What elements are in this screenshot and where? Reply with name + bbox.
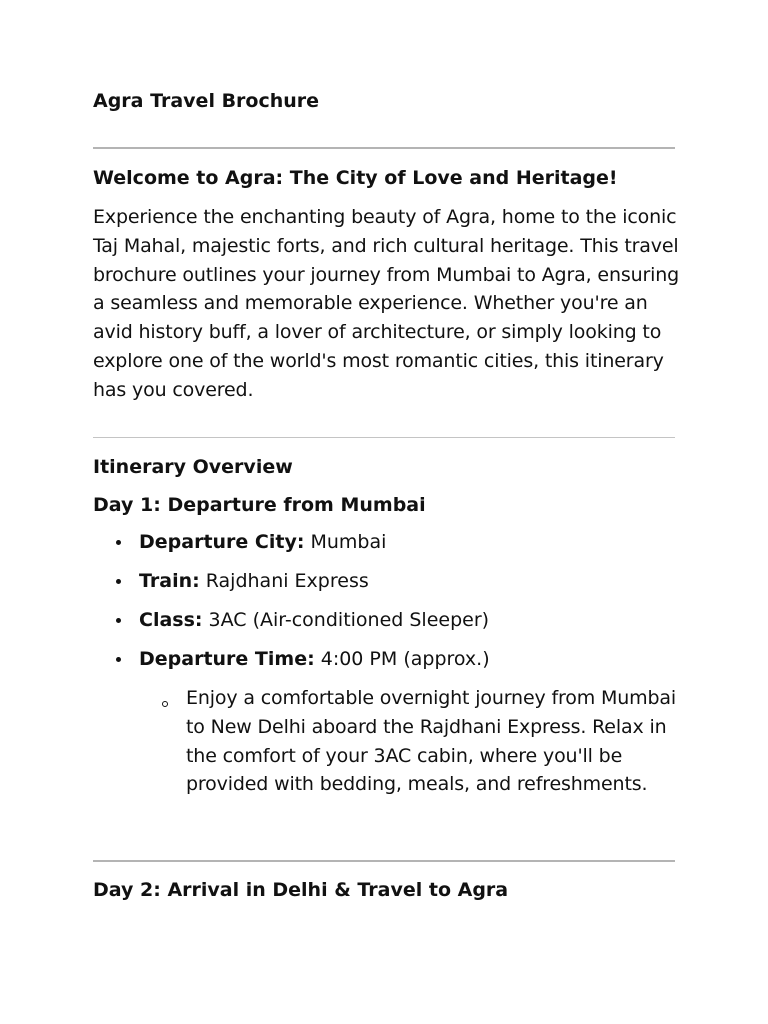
day2-heading: Day 2: Arrival in Delhi & Travel to Agra (93, 879, 509, 901)
section-divider (93, 860, 675, 862)
itinerary-overview-heading: Itinerary Overview (93, 456, 293, 478)
day1-heading: Day 1: Departure from Mumbai (93, 494, 426, 516)
item-label: Class: (139, 609, 203, 631)
item-value: 3AC (Air-conditioned Sleeper) (202, 609, 490, 631)
item-value: 4:00 PM (approx.) (314, 648, 490, 670)
section-divider (93, 437, 675, 438)
item-label: Departure City: (139, 531, 305, 553)
bullet-dot-icon (116, 540, 121, 545)
bullet-dot-icon (116, 657, 121, 662)
welcome-heading: Welcome to Agra: The City of Love and Heritage! (93, 167, 618, 189)
intro-paragraph: Experience the enchanting beauty of Agra, home to the iconic Taj Mahal, majestic forts, and rich cultural heritage. This travel brochure outlines your journey from Mumbai to Agra, ensuring a seamless and memorable experience. Whether you're an avid history buff, a lover of architecture, or simply looking to explore one of the world's most romantic cities, this itinerary has you covered. (93, 206, 680, 401)
bullet-dot-icon (116, 618, 121, 623)
section-divider (93, 147, 675, 149)
document-title: Agra Travel Brochure (93, 90, 320, 112)
circle-bullet-icon (162, 701, 168, 707)
day1-note-text: Enjoy a comfortable overnight journey from Mumbai to New Delhi aboard the Rajdhani Express. Relax in the comfort of your 3AC cabin, where you'll be provided with bedding, meals, and refreshments. (186, 687, 676, 796)
bullet-dot-icon (116, 579, 121, 584)
item-value: Mumbai (304, 531, 387, 553)
item-label: Train: (139, 570, 200, 592)
item-label: Departure Time: (139, 648, 315, 670)
item-value: Rajdhani Express (199, 570, 369, 592)
